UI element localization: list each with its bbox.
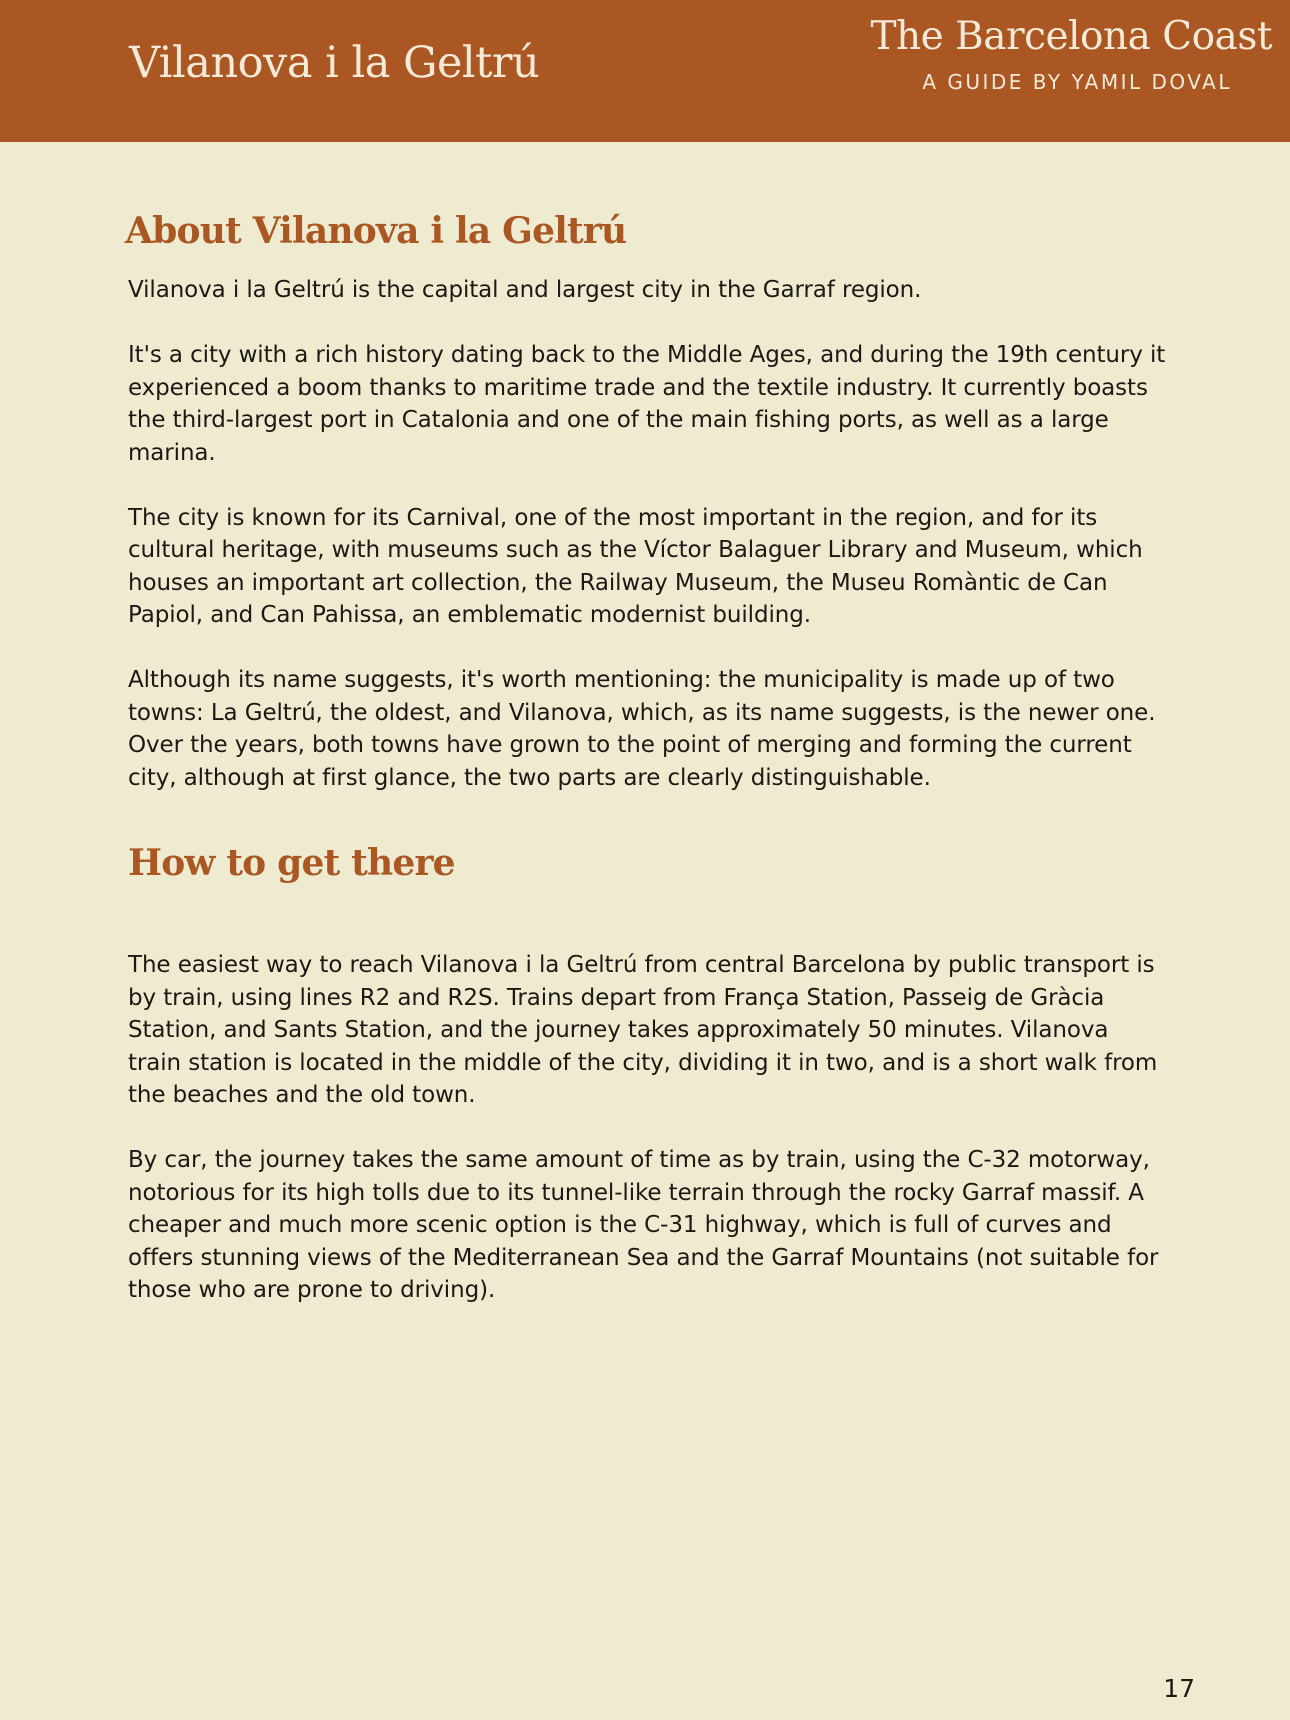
page-content [125,205,1168,1307]
header-city-title: Vilanova i la Geltrú [129,38,540,88]
page-number: 17 [1163,1674,1195,1703]
about-paragraphs [128,274,1168,794]
guide-branding [802,14,1272,95]
getting-there-paragraphs [128,949,1168,1307]
about-paragraph-2: It's a city with a rich history dating back to the Middle Ages, and during the 19th century it experienced a boom thanks to maritime trade and the textile industry. It currently boasts the third-largest port in Catalonia and one of the main fishing ports, as well as a large marina. [128,342,1166,466]
getting-there-paragraph-1: The easiest way to reach Vilanova i la Geltrú from central Barcelona by public transport is by train, using lines R2 and R2S. Trains depart from França Station, Passeig de Gràcia Station, and Sants Station, and the journey takes approximately 50 minutes. Vilanova train station is located in the middle of the city, dividing it in two, and is a short walk from the beaches and the old town. [128,952,1158,1108]
about-heading: About Vilanova i la Geltrú [125,210,627,252]
guide-title: The Barcelona Coast [870,14,1272,59]
getting-there-heading: How to get there [128,842,455,884]
about-paragraph-1: Vilanova i la Geltrú is the capital and largest city in the Garraf region. [128,277,922,303]
about-paragraph-4: Although its name suggests, it's worth mentioning: the municipality is made up of two towns: La Geltrú, the oldest, and Vilanova, which, as its name suggests, is the newer one. Over the years, both towns have grown to the point of merging and forming the current city, although at first glance, the two parts are clearly distinguishable. [128,667,1156,791]
about-section [125,205,1168,794]
getting-there-paragraph-2: By car, the journey takes the same amount of time as by train, using the C-32 motorway, notorious for its high tolls due to its tunnel-like terrain through the rocky Garraf massif. A cheaper and much more scenic option is the C-31 highway, which is full of curves and offers stunning views of the Mediterranean Sea and the Garraf Mountains (not suitable for those who are prone to driving). [128,1147,1159,1303]
about-paragraph-3: The city is known for its Carnival, one of the most important in the region, and for its cultural heritage, with museums such as the Víctor Balaguer Library and Museum, which houses an important art collection, the Railway Museum, the Museu Romàntic de Can Papiol, and Can Pahissa, an emblematic modernist building. [128,504,1143,628]
getting-there-section [128,837,1168,1307]
guide-subtitle: A GUIDE BY YAMIL DOVAL [922,70,1232,94]
page-header [0,0,1290,142]
